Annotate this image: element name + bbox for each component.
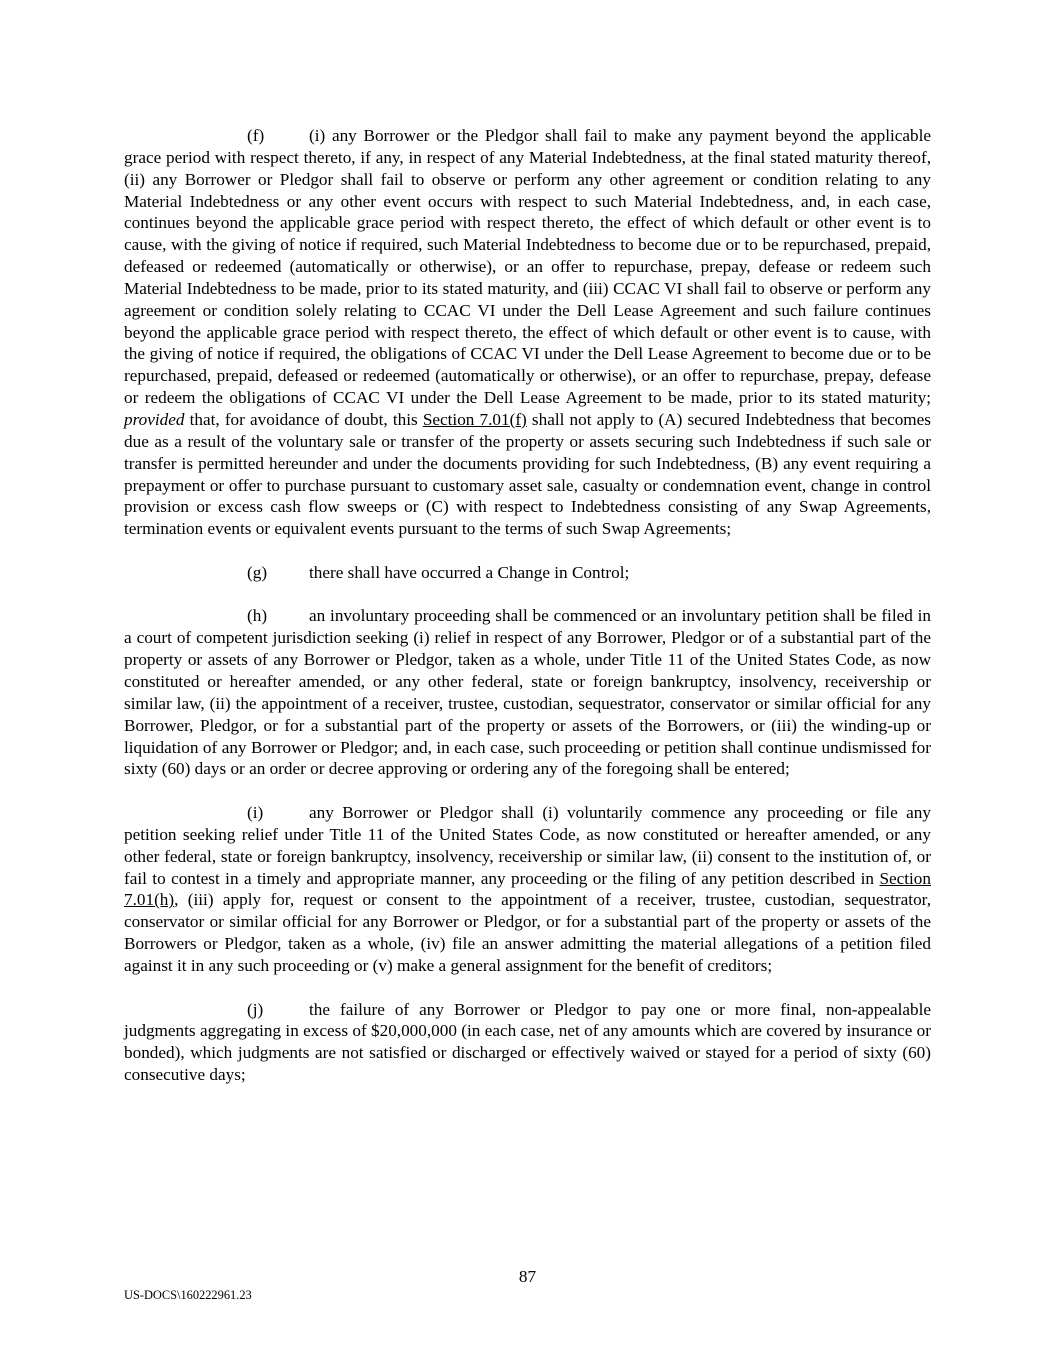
paragraph-g-text: there shall have occurred a Change in Control;: [309, 562, 630, 582]
paragraph-j-text: the failure of any Borrower or Pledgor to pay one or more final, non-appealable judgments aggregating in excess of $20,000,000 (in each case, net of any amounts which are covered by insurance or bonded), which judgments are not satisfied or discharged or effectively waived or stayed for a period of sixty (60) consecutive days;: [124, 999, 931, 1085]
paragraph-label-j: (j): [247, 999, 264, 1019]
paragraph-label-h: (h): [247, 606, 268, 626]
paragraph-i-text-1: any Borrower or Pledgor shall (i) voluntarily commence any proceeding or file any petition seeking relief under Title 11 of the United States Code, as now constituted or hereafter amended, or any other federal, state or foreign bankruptcy, insolvency, receivership or similar law, (ii) consent to the institution of, or fail to contest in a timely and appropriate manner, any proceeding or the filing of any petition described in: [124, 803, 931, 888]
paragraph-label-i: (i): [247, 803, 264, 823]
paragraph-label-f: (f): [247, 126, 265, 145]
paragraph-h-text: an involuntary proceeding shall be commenced or an involuntary petition shall be filed in a court of competent jurisdiction seeking (i) relief in respect of any Borrower, Pledgor or of a substantial part of the property or assets of any Borrower or Pledgor, taken as a whole, under Title 11 of the United States Code, as now constituted or hereafter amended, or any other federal, state or foreign bankruptcy, insolvency, receivership or similar law, (ii) the appointment of a receiver, trustee, custodian, sequestrator, conservator or similar official for any Borrower, Pledgor, or for a substantial part of the property or assets of the Borrowers, or (iii) the winding-up or liquidation of any Borrower or Pledgor; and, in each case, such proceeding or petition shall continue undismissed for sixty (60) days or an order or decree approving or ordering any of the foregoing shall be entered;: [124, 606, 931, 779]
paragraph-g: [124, 562, 931, 584]
page-number: 87: [518, 1267, 537, 1286]
document-id: US-DOCS\160222961.23: [124, 1288, 252, 1302]
section-reference-7-01-f: Section 7.01(f): [422, 409, 527, 429]
paragraph-i: [124, 802, 931, 977]
paragraph-f-text-3: shall not apply to (A) secured Indebtedness that becomes due as a result of the voluntary sale or transfer of the property or assets securing such Indebtedness if such sale or transfer is permitted hereunder and under the documents providing for such Indebtedness, (B) any event requiring a prepayment or offer to purchase pursuant to customary asset sale, casualty or condemnation event, change in control provision or excess cash flow sweeps or (C) with respect to Indebtedness consisting of any Swap Agreements, termination events or equivalent events pursuant to the terms of such Swap Agreements;: [124, 409, 931, 539]
paragraph-f: [124, 125, 931, 540]
paragraph-h: [124, 605, 931, 780]
section-reference-7-01-h: Section 7.01(h): [124, 868, 931, 910]
paragraph-f-text-1: (i) any Borrower or the Pledgor shall fail to make any payment beyond the applicable grace period with respect thereto, if any, in respect of any Material Indebtedness, at the final stated maturity thereof, (ii) any Borrower or Pledgor shall fail to observe or perform any other agreement or condition relating to any Material Indebtedness or any other event occurs with respect to such Material Indebtedness, and, in each case, continues beyond the applicable grace period with respect thereto, the effect of which default or other event is to cause, with the giving of notice if required, such Material Indebtedness to become due or to be repurchased, prepaid, defeased or redeemed (automatically or otherwise), or an offer to repurchase, prepay, defease or redeem such Material Indebtedness to be made, prior to its stated maturity, and (iii) CCAC VI shall fail to observe or perform any agreement or condition solely relating to CCAC VI under the Dell Lease Agreement and such failure continues beyond the applicable grace period with respect thereto, the effect of which default or other event is to cause, with the giving of notice if required, the obligations of CCAC VI under the Dell Lease Agreement to become due or to be repurchased, prepaid, defeased or redeemed (automatically or otherwise), or an offer to repurchase, prepay, defease or redeem the obligations of CCAC VI under the Dell Lease Agreement to be made, prior to its stated maturity;: [124, 126, 931, 408]
paragraph-label-g: (g): [247, 562, 268, 582]
paragraph-i-text-2: , (iii) apply for, request or consent to the appointment of a receiver, trustee, custodian, sequestrator, conservator or similar official for any Borrower or Pledgor, or for a substantial part of the property or assets of the Borrowers or Pledgor, taken as a whole, (iv) file an answer admitting the material allegations of a petition filed against it in any such proceeding or (v) make a general assignment for the benefit of creditors;: [124, 890, 931, 975]
paragraph-f-text-2: that, for avoidance of doubt, this: [184, 409, 423, 429]
provided-term: provided: [124, 409, 185, 429]
paragraph-j: [124, 999, 931, 1086]
document-page: [124, 125, 931, 1108]
